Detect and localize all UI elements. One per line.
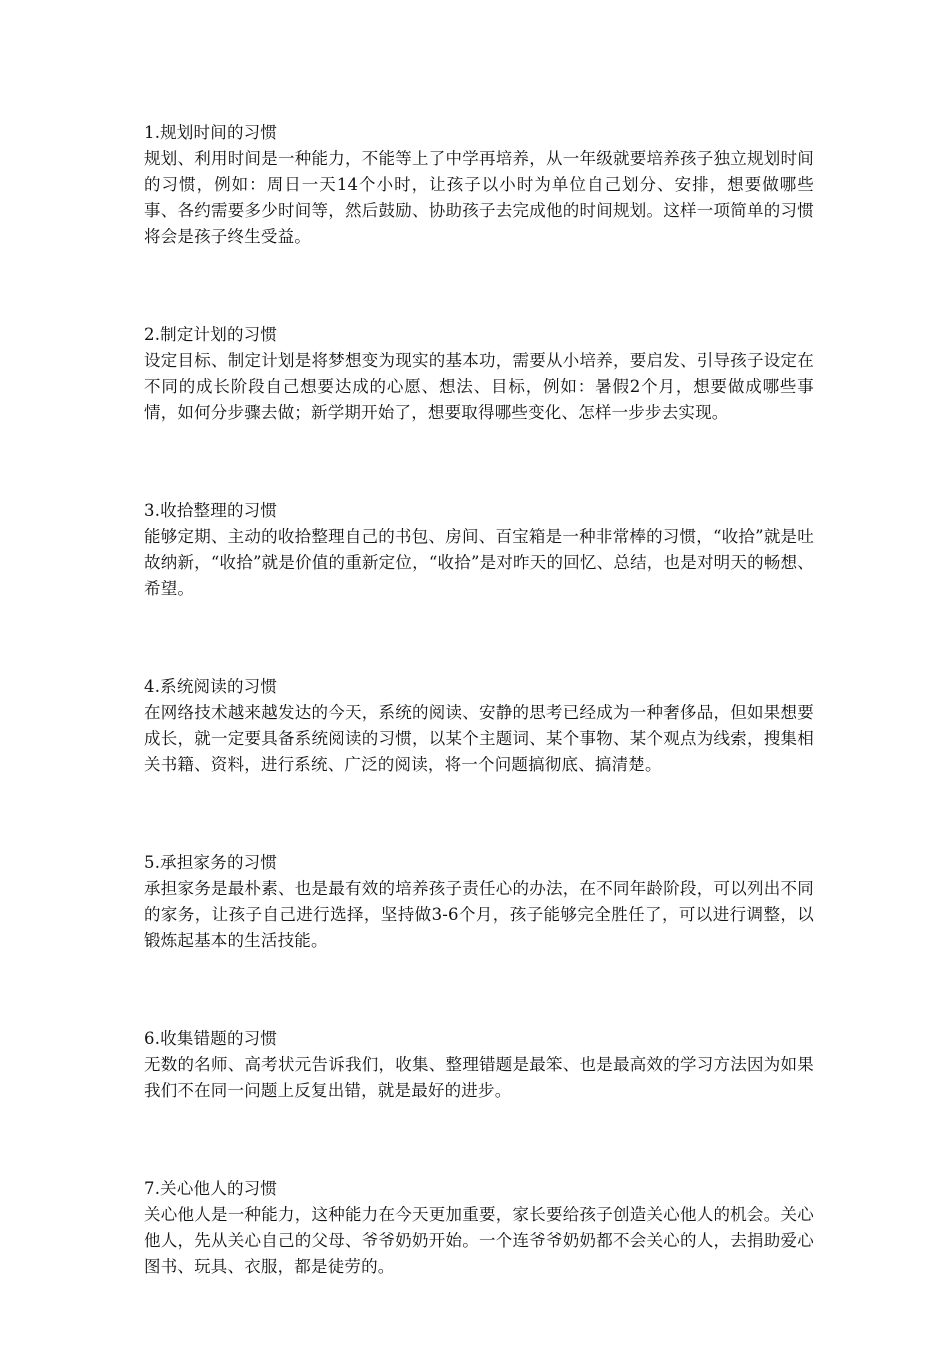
section-time-planning	[144, 120, 814, 250]
section-body: 规划、利用时间是一种能力，不能等上了中学再培养，从一年级就要培养孩子独立规划时间的习惯，例如：周日一天14个小时，让孩子以小时为单位自己划分、安排，想要做哪些事、各约需要多少时间等，然后鼓励、协助孩子去完成他的时间规划。这样一项简单的习惯将会是孩子终生受益。	[144, 149, 814, 246]
section-body: 能够定期、主动的收拾整理自己的书包、房间、百宝箱是一种非常棒的习惯，“收拾”就是吐故纳新，“收拾”就是价值的重新定位，“收拾”是对昨天的回忆、总结，也是对明天的畅想、希望。	[144, 527, 814, 598]
section-heading: 1.规划时间的习惯	[144, 123, 278, 142]
section-error-collection	[144, 1026, 814, 1104]
section-body: 承担家务是最朴素、也是最有效的培养孩子责任心的办法，在不同年龄阶段，可以列出不同的家务，让孩子自己进行选择，坚持做3-6个月，孩子能够完全胜任了，可以进行调整，以锻炼起基本的生活技能。	[144, 879, 814, 950]
section-heading: 3.收拾整理的习惯	[144, 501, 278, 520]
section-making-plans	[144, 322, 814, 426]
section-body: 在网络技术越来越发达的今天，系统的阅读、安静的思考已经成为一种奢侈品，但如果想要成长，就一定要具备系统阅读的习惯，以某个主题词、某个事物、某个观点为线索，搜集相关书籍、资料，进行系统、广泛的阅读，将一个问题搞彻底、搞清楚。	[144, 703, 814, 774]
section-systematic-reading	[144, 674, 814, 778]
section-caring-for-others	[144, 1176, 814, 1280]
section-body: 关心他人是一种能力，这种能力在今天更加重要，家长要给孩子创造关心他人的机会。关心他人，先从关心自己的父母、爷爷奶奶开始。一个连爷爷奶奶都不会关心的人，去捐助爱心图书、玩具、衣服，都是徒劳的。	[144, 1205, 814, 1276]
section-body: 设定目标、制定计划是将梦想变为现实的基本功，需要从小培养，要启发、引导孩子设定在不同的成长阶段自己想要达成的心愿、想法、目标，例如：暑假2个月，想要做成哪些事情，如何分步骤去做；新学期开始了，想要取得哪些变化、怎样一步步去实现。	[144, 351, 814, 422]
document-content	[144, 120, 814, 1352]
section-heading: 6.收集错题的习惯	[144, 1029, 278, 1048]
section-housework	[144, 850, 814, 954]
section-heading: 5.承担家务的习惯	[144, 853, 278, 872]
section-heading: 7.关心他人的习惯	[144, 1179, 278, 1198]
section-tidying	[144, 498, 814, 602]
section-heading: 2.制定计划的习惯	[144, 325, 278, 344]
section-body: 无数的名师、高考状元告诉我们，收集、整理错题是最笨、也是最高效的学习方法因为如果我们不在同一问题上反复出错，就是最好的进步。	[144, 1055, 814, 1100]
section-heading: 4.系统阅读的习惯	[144, 677, 278, 696]
